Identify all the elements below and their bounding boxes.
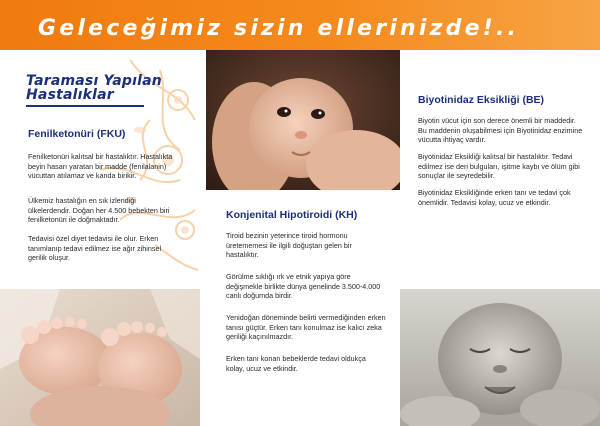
section-heading: Taraması Yapılan Hastalıklar [26, 73, 162, 103]
left-panel [0, 50, 200, 426]
kh-paragraph-2: Görülme sıklığı ırk ve etnik yapıya göre değişmekle birlikte dünya genelinde 3.500-4.000 canlı doğumda birdir. [226, 272, 381, 301]
be-paragraph-2: Biyotinidaz Eksikliği kalıtsal bir hastalıktır. Tedavi edilmez ise deri bulguları, işitme kaybı ve ölüm gibi sonuçlar ile seyredebilir. [418, 152, 580, 181]
middle-panel [200, 50, 400, 426]
kh-paragraph-4: Erken tanı konan bebeklerde tedavi oldukça kolay, ucuz ve etkindir. [226, 354, 366, 373]
sleeping-baby-photo [400, 289, 600, 426]
header-banner [0, 0, 600, 50]
right-panel [400, 50, 600, 426]
kh-title: Konjenital Hipotiroidi (KH) [226, 209, 358, 221]
fku-title: Fenilketonüri (FKU) [28, 128, 126, 140]
heading-underline [26, 105, 144, 107]
kh-paragraph-1: Tiroid bezinin yeterince tiroid hormonu üretememesi ile ilgili doğuştan gelen bir hastalıktır. [226, 231, 352, 260]
be-paragraph-1: Biyotin vücut için son derece önemli bir maddedir. Bu maddenin oluşabilmesi için Biyotinidaz enzimine vücutta ihtiyaç vardır. [418, 116, 583, 145]
fku-paragraph-2: Ülkemiz hastalığın en sık izlendiği ülkelerdendir. Doğan her 4.500 bebekten biri fenilketonüri ile doğmaktadır. [28, 196, 170, 225]
be-title: Biyotinidaz Eksikliği (BE) [418, 94, 545, 106]
kh-paragraph-3: Yenidoğan döneminde belirti vermediğinden erken tanısı güçtür. Erken tanı konulmaz ise kalıcı zeka geriliği kaçınılmazdır. [226, 313, 386, 342]
baby-feet-photo [0, 289, 200, 426]
fku-paragraph-1: Fenilketonüri kalıtsal bir hastalıktır. Hastalıkta beyin hasarı yaratan bir madde (fenilalanin) vücuttan atılamaz ve kanda birikir. [28, 152, 173, 181]
fku-paragraph-3: Tedavisi özel diyet tedavisi ile olur. Erken tanımlanıp tedavi edilmez ise ağır zihinsel gerilik oluşur. [28, 234, 162, 263]
be-paragraph-3: Biyotinidaz Eksikliğinde erken tanı ve tedavi çok önemlidir. Tedavisi kolay, ucuz ve etkindir. [418, 188, 571, 207]
banner-title: Geleceğimiz sizin ellerinizde!.. [38, 16, 520, 41]
baby-with-hand-photo [206, 50, 400, 190]
